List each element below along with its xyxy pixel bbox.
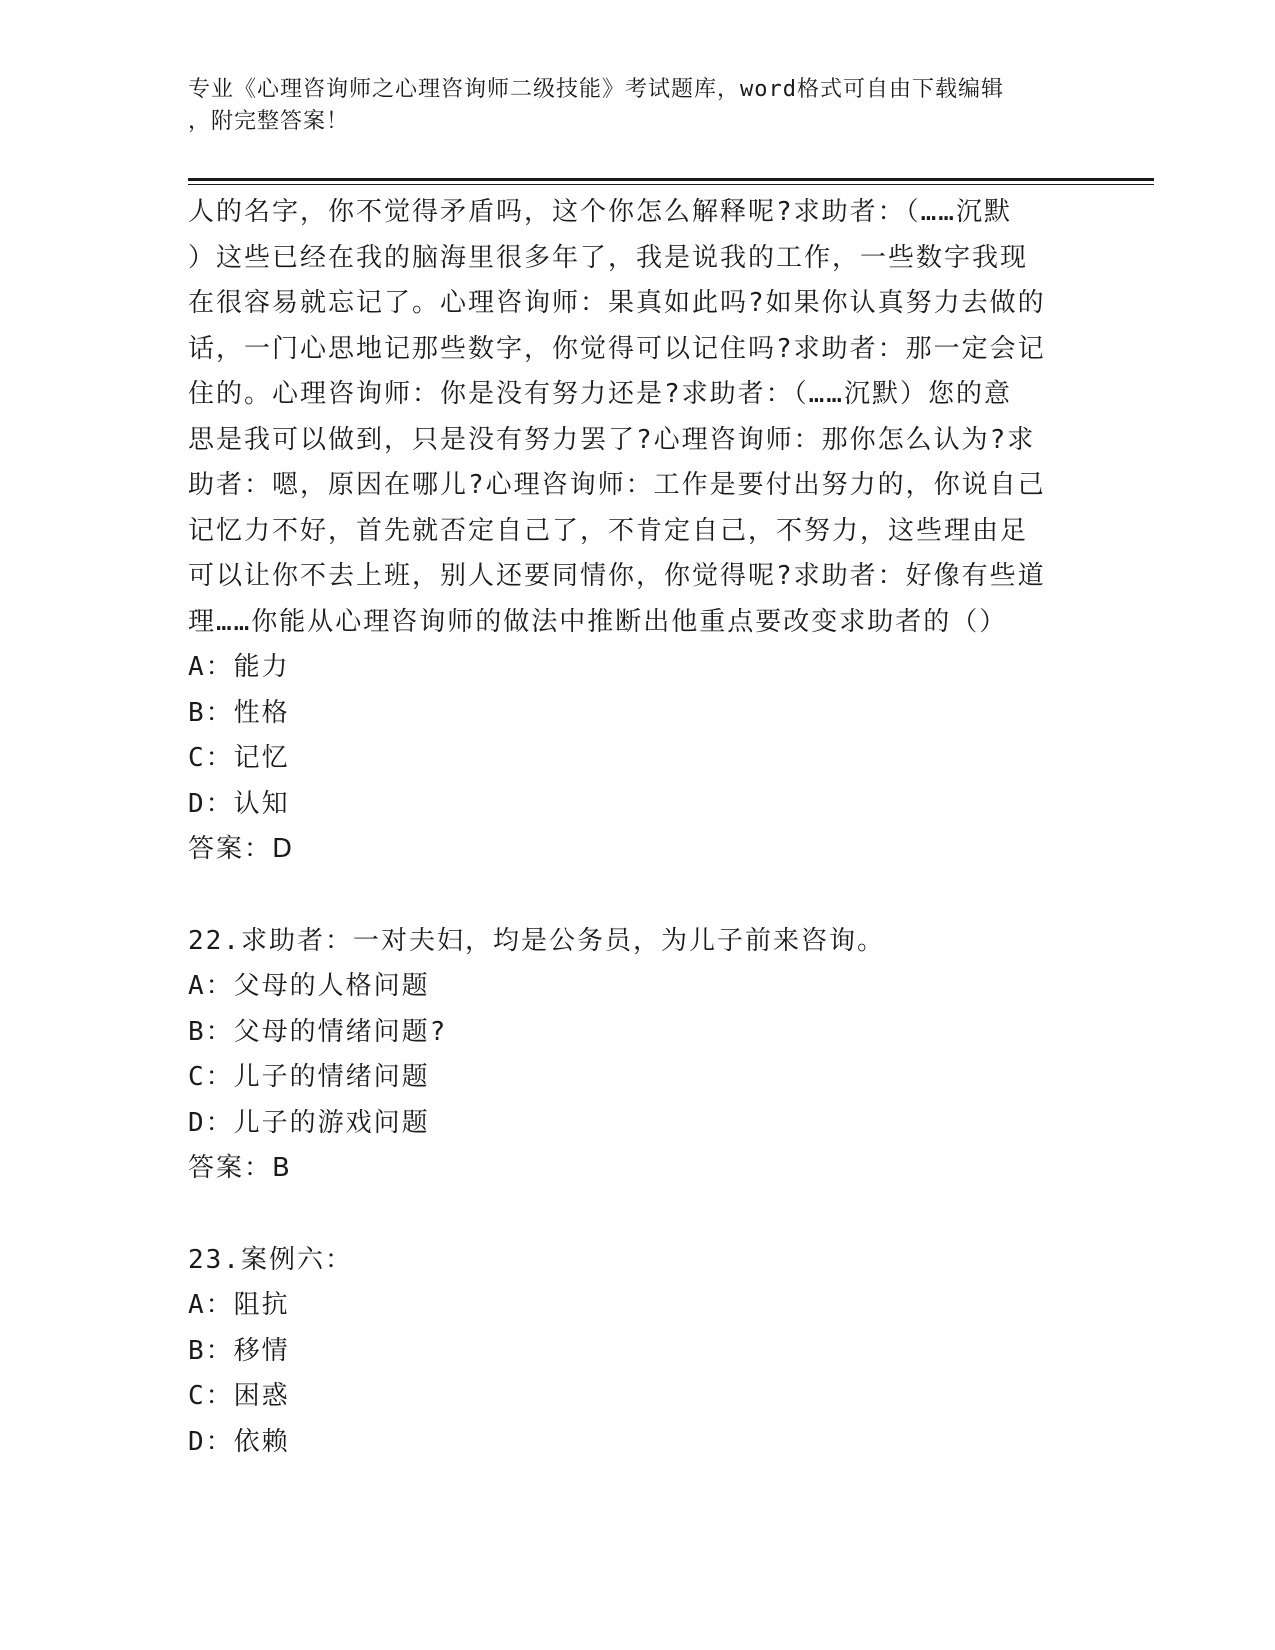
stem-line: 话，一门心思地记那些数字，你觉得可以记住吗?求助者：那一定会记: [188, 333, 1046, 364]
question-21: [188, 190, 1078, 873]
header-divider-thin: [188, 184, 1154, 185]
stem-line: 记忆力不好，首先就否定自己了，不肯定自己，不努力，这些理由足: [188, 515, 1029, 546]
stem-line: ）这些已经在我的脑海里很多年了，我是说我的工作，一些数字我现: [188, 242, 1029, 273]
answer-label: 答案：B: [188, 1153, 292, 1183]
option-a: A：能力: [188, 652, 290, 682]
stem-line: 可以让你不去上班，别人还要同情你，你觉得呢?求助者：好像有些道: [188, 561, 1046, 591]
document-body: [188, 190, 1078, 1465]
spacer: [188, 873, 1078, 919]
question-23: [188, 1238, 1078, 1466]
stem-line: 在很容易就忘记了。心理咨询师：果真如此吗?如果你认真努力去做的: [188, 288, 1046, 318]
header-line-2: ，附完整答案！: [188, 109, 350, 134]
option-a: A：阻抗: [188, 1290, 290, 1320]
question-23-stem: 23.案例六：: [188, 1244, 353, 1275]
option-c: C：困惑: [188, 1381, 290, 1411]
option-d: D：认知: [188, 788, 290, 819]
option-a: A：父母的人格问题: [188, 971, 430, 1001]
option-d: D：儿子的游戏问题: [188, 1107, 430, 1138]
stem-line: 理……你能从心理咨询师的做法中推断出他重点要改变求助者的（）: [188, 606, 1008, 637]
answer-label: 答案：D: [188, 834, 295, 864]
header-line-1: 专业《心理咨询师之心理咨询师二级技能》考试题库，word格式可自由下载编辑: [188, 77, 1004, 102]
stem-line: 思是我可以做到，只是没有努力罢了?心理咨询师：那你怎么认为?求: [188, 424, 1036, 455]
option-d: D：依赖: [188, 1426, 290, 1457]
option-c: C：儿子的情绪问题: [188, 1062, 430, 1092]
option-b: B：父母的情绪问题?: [188, 1016, 448, 1047]
question-22-stem: 22.求助者：一对夫妇，均是公务员，为儿子前来咨询。: [188, 925, 885, 956]
header-divider-thick: [188, 178, 1154, 181]
option-b: B：移情: [188, 1335, 290, 1366]
option-c: C：记忆: [188, 743, 290, 773]
document-header: [188, 74, 1068, 138]
question-21-stem: [188, 190, 1078, 645]
question-22: [188, 919, 1078, 1192]
stem-line: 住的。心理咨询师：你是没有努力还是?求助者：（……沉默）您的意: [188, 379, 1012, 409]
stem-line: 人的名字，你不觉得矛盾吗，这个你怎么解释呢?求助者：（……沉默: [188, 197, 1012, 227]
stem-line: 助者：嗯，原因在哪儿?心理咨询师：工作是要付出努力的，你说自己: [188, 470, 1046, 500]
spacer: [188, 1192, 1078, 1238]
option-b: B：性格: [188, 697, 290, 728]
